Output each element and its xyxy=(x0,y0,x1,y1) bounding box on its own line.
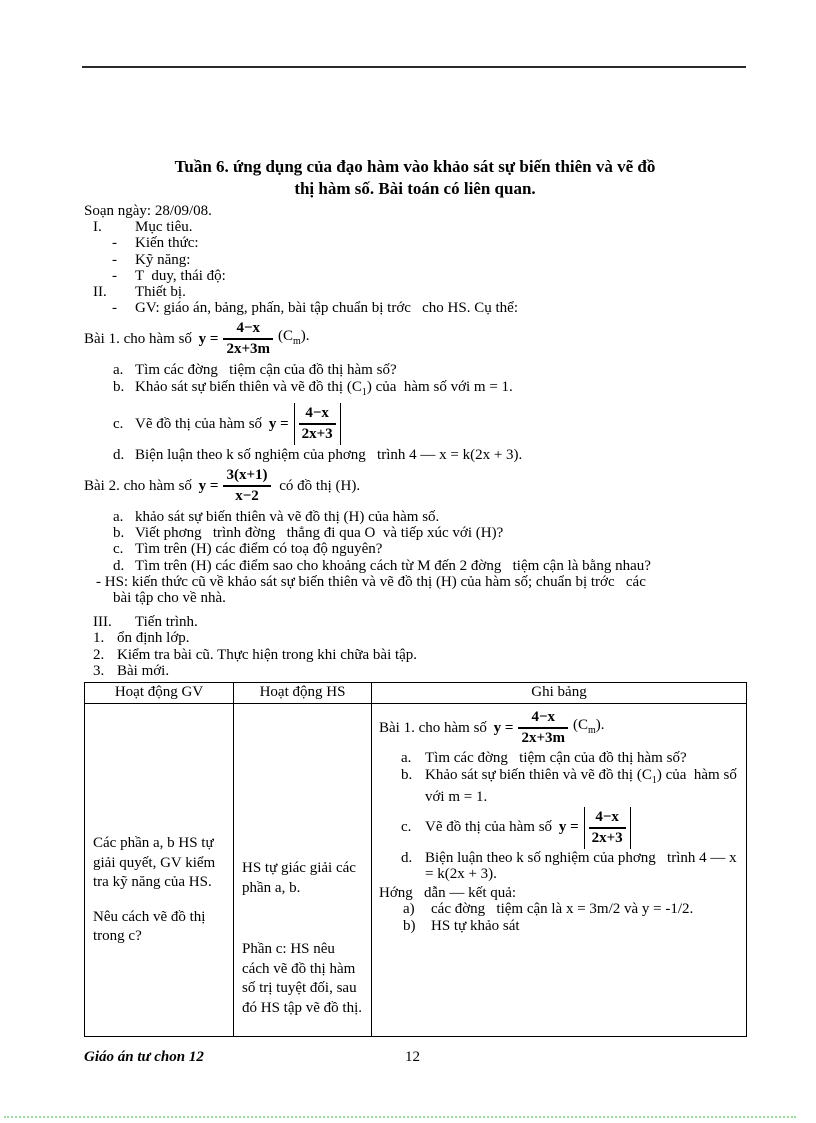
footer-document-title: Giáo án tư chon 12 xyxy=(84,1049,204,1065)
header-hoat-dong-gv: Hoạt động GV xyxy=(85,683,234,704)
section-i xyxy=(84,219,746,235)
board-item-d: d. Biện luận theo k số nghiệm của phơng trình 4 — x = k(2x + 3). xyxy=(401,849,741,883)
board-item-c: c. Vẽ đồ thị của hàm số y = $\frac{4-x}{2x+3}$ xyxy=(379,806,740,850)
bai1-item-c: c. Vẽ đồ thị của hàm số y = $\frac{4-x}{2x+3}$ xyxy=(84,401,746,447)
bai2-fraction-numerator: 3(x+1) xyxy=(223,467,270,487)
page-title xyxy=(84,156,746,200)
bai2-fraction-denominator: x−2 xyxy=(235,488,259,505)
gv-activity-p2: Nêu cách vẽ đồ thị trong c? xyxy=(93,908,210,945)
header-hoat-dong-hs: Hoạt động HS xyxy=(234,683,372,704)
document-body xyxy=(84,156,746,1037)
item-gv-preparation-text: GV: giáo án, bảng, phấn, bài tập chuẩn bị trớc cho HS. Cụ thể: xyxy=(135,300,518,317)
section-ii xyxy=(84,284,746,300)
section-iii-text: Tiến trình. xyxy=(135,614,198,631)
step-1: 1. ổn định lớp. xyxy=(93,630,190,647)
hs-note-line1: - HS: kiến thức cũ về khảo sát sự biến thiên và vẽ đồ thị (H) của hàm số; chuẩn bị trớc các xyxy=(96,573,646,590)
bai1-c-fraction: $\frac{4-x}{2x+3}$ xyxy=(299,405,336,443)
item-ky-nang-text: Kỹ năng: xyxy=(135,251,191,268)
bai1-item-b: b. Khảo sát sự biến thiên và vẽ đồ thị $(C_1)$ của hàm số với m = 1. xyxy=(113,378,513,398)
item-tu-duy xyxy=(84,268,746,284)
title-line1: Tuần 6. ứng dụng của đạo hàm vào khảo sát sự biến thiên và vẽ đồ xyxy=(174,157,656,176)
board-cm-notation: $(C_m)$. xyxy=(573,716,605,736)
item-kien-thuc-text: Kiến thức: xyxy=(135,235,199,252)
table-header-row xyxy=(85,683,747,704)
board-guide-b: b) HS tự khảo sát xyxy=(403,917,520,934)
board-bai1-equation: Bài 1. cho hàm số y = $\frac{4-x}{2x+3m}$ $(C_m)$. xyxy=(379,709,605,747)
board-notes-cell xyxy=(372,704,747,1037)
bai2-tail: có đồ thị (H). xyxy=(275,477,361,494)
bai2-item-c: c. Tìm trên (H) các điểm có toạ độ nguyên? xyxy=(113,541,383,558)
bai1-cm-notation: $(C_m)$. xyxy=(278,328,310,348)
bai2-y-equals: y = xyxy=(198,477,219,494)
section-ii-numeral: II. xyxy=(93,284,107,301)
section-iii xyxy=(84,614,746,630)
bai2-fraction xyxy=(223,467,270,505)
bullet-dash: - xyxy=(112,267,117,284)
bai2-equation xyxy=(84,463,746,509)
absolute-value-bars xyxy=(294,403,341,445)
section-i-text: Mục tiêu. xyxy=(135,219,193,236)
header-rule xyxy=(82,66,746,68)
bai2-item-a: a. khảo sát sự biến thiên và vẽ đồ thị (H) của hàm số. xyxy=(113,509,440,526)
gv-activity-cell xyxy=(85,704,234,1037)
hs-activity-cell xyxy=(234,704,372,1037)
step-2: 2. Kiểm tra bài cũ. Thực hiện trong khi chữa bài tập. xyxy=(93,646,418,663)
board-guide-a: a) các đờng tiệm cận là x = 3m/2 và y = -1/2. xyxy=(403,901,694,918)
bai2-item-d: d. Tìm trên (H) các điểm sao cho khoảng cách từ M đến 2 đờng tiệm cận là bằng nhau? xyxy=(113,557,651,574)
table-body-row xyxy=(85,704,747,1037)
bai1-item-d: d. Biện luận theo k số nghiệm của phơng trình 4 — x = k(2x + 3). xyxy=(113,446,523,463)
footer-page-number: 12 xyxy=(405,1049,420,1065)
bai2-lead: Bài 2. cho hàm số xyxy=(84,477,196,494)
section-iii-numeral: III. xyxy=(93,614,112,631)
bai1-fraction-denominator: 2x+3m xyxy=(226,341,271,358)
hs-activity-p1: HS tự giác giải các phần a, b. xyxy=(242,860,360,896)
item-ky-nang xyxy=(84,252,746,268)
board-item-b: b. Khảo sát sự biến thiên và vẽ đồ thị $(C_1)$ của hàm số với m = 1. xyxy=(401,766,741,806)
board-guide-heading: Hớng dẫn — kết quả: xyxy=(379,884,517,901)
board-absolute-value-bars: $\frac{4-x}{2x+3}$ xyxy=(584,807,631,849)
bullet-dash: - xyxy=(112,251,117,268)
header-ghi-bang: Ghi bảng xyxy=(372,683,747,704)
item-gv-preparation xyxy=(84,300,746,316)
bai1-fraction-numerator: 4−x xyxy=(223,320,273,340)
item-kien-thuc xyxy=(84,235,746,251)
section-i-numeral: I. xyxy=(93,219,102,236)
step-3: 3. Bài mới. xyxy=(93,662,170,679)
bullet-dash: - xyxy=(112,235,117,252)
lesson-activity-table xyxy=(84,682,747,1037)
page-break-indicator xyxy=(4,1116,796,1118)
bai1-fraction xyxy=(223,320,273,358)
bai1-y-equals: y = xyxy=(198,331,219,348)
board-item-a: a. Tìm các đờng tiệm cận của đồ thị hàm số? xyxy=(401,750,687,767)
hs-note-line2: bài tập cho về nhà. xyxy=(113,590,226,607)
item-tu-duy-text: T duy, thái độ: xyxy=(135,267,226,284)
bai1-lead: Bài 1. cho hàm số xyxy=(84,331,196,348)
bai1-item-a: a. Tìm các đờng tiệm cận của đồ thị hàm số? xyxy=(113,362,397,379)
bai1-equation xyxy=(84,316,746,362)
date-line: Soạn ngày: 28/09/08. xyxy=(84,203,212,219)
gv-activity-p1: Các phần a, b HS tự giải quyết, GV kiểm tra kỹ năng của HS. xyxy=(93,835,219,891)
title-line2: thị hàm số. Bài toán có liên quan. xyxy=(294,179,536,198)
hs-activity-p2: Phần c: HS nêu cách vẽ đồ thị hàm số trị tuyệt đối, sau đó HS tập vẽ đồ thị. xyxy=(242,941,362,1016)
bai2-item-b: b. Viết phơng trình đờng thẳng đi qua O và tiếp xúc với (H)? xyxy=(113,525,504,542)
bullet-dash: - xyxy=(112,300,117,317)
board-bai1-fraction: $\frac{4-x}{2x+3m}$ xyxy=(518,709,568,747)
section-ii-text: Thiết bị. xyxy=(135,284,186,301)
